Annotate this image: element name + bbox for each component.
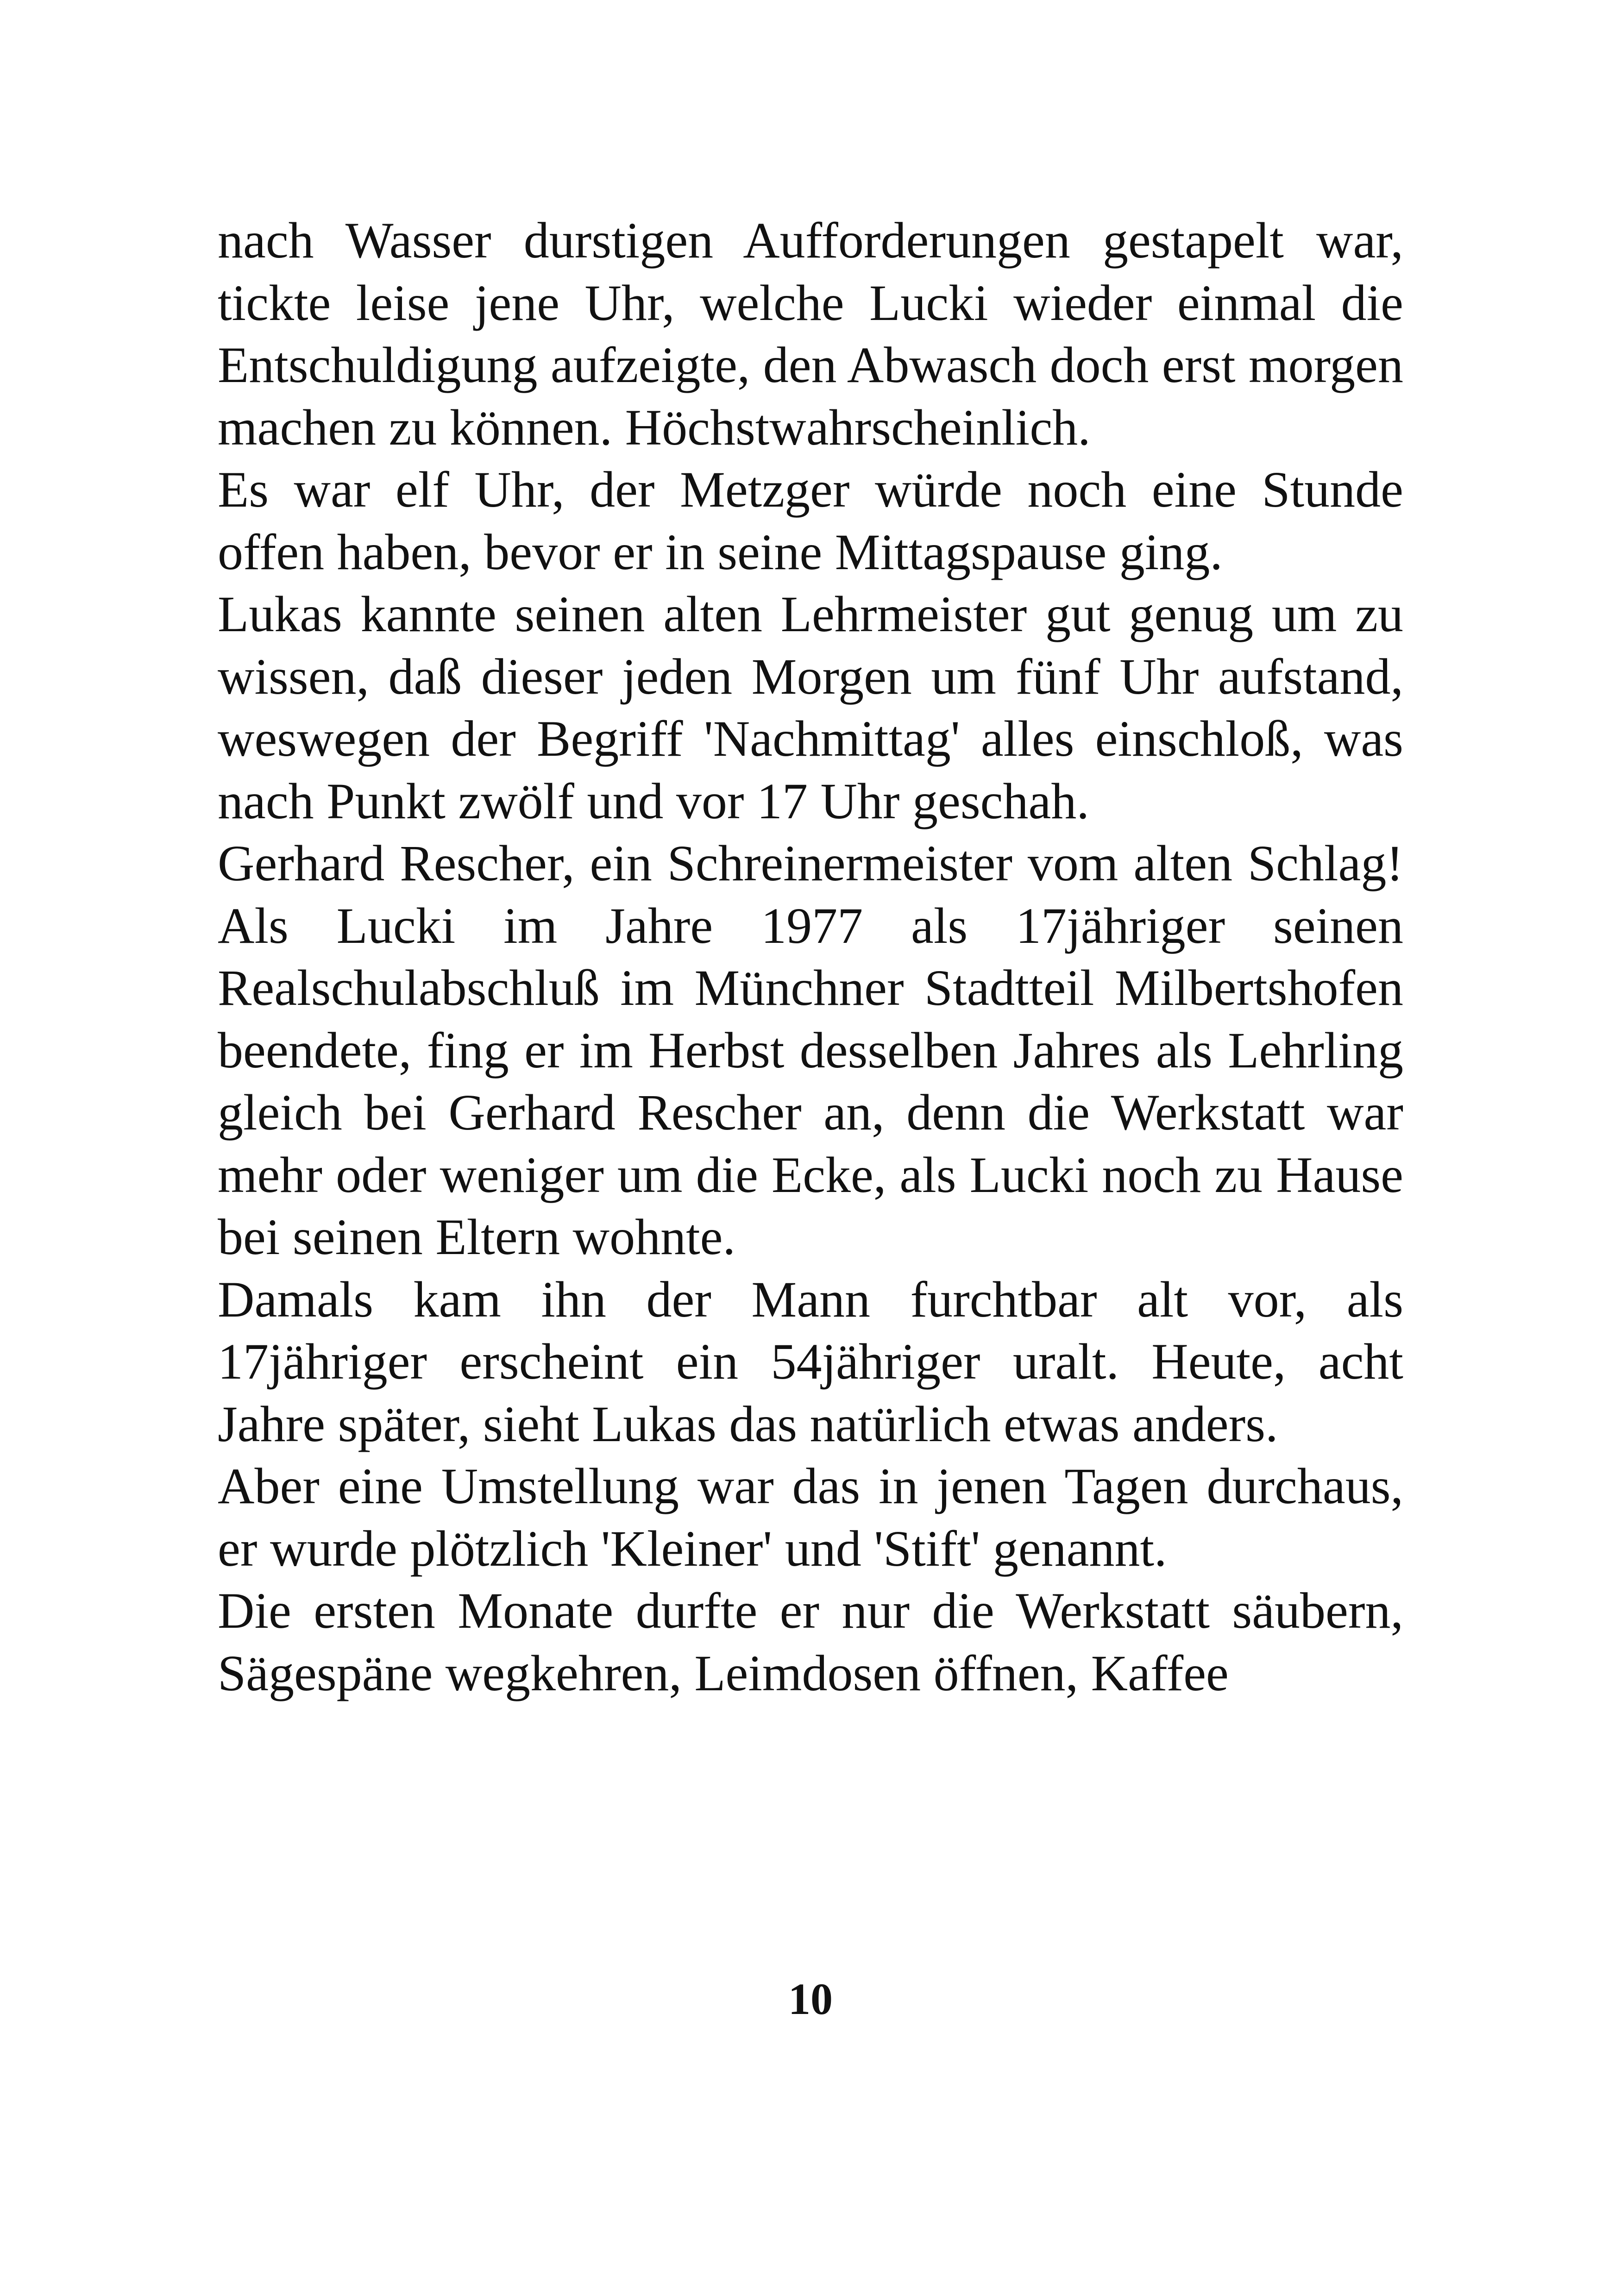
paragraph-4: Gerhard Rescher, ein Schreinermeister vom alten Schlag! Als Lucki im Jahre 1977 als 17jähriger seinen Realschulabschluß im Münchner Stadtteil Milbertshofen beendete, fing er im Herbst desselben Jahres als Lehrling gleich bei Gerhard Rescher an, denn die Werkstatt war mehr oder weniger um die Ecke, als Lucki noch zu Hause bei seinen Eltern wohnte.: [218, 835, 1403, 1265]
paragraph-7: Die ersten Monate durfte er nur die Werkstatt säubern, Sägespäne wegkehren, Leimdosen öffnen, Kaffee: [218, 1582, 1403, 1701]
page-number: 10: [788, 1974, 833, 2024]
paragraph-1: nach Wasser durstigen Aufforderungen gestapelt war, tickte leise jene Uhr, welche Lucki wieder einmal die Entschuldigung aufzeigte, den Abwasch doch erst morgen machen zu können. Höchstwahrscheinlich.: [218, 212, 1403, 456]
paragraph-2: Es war elf Uhr, der Metzger würde noch eine Stunde offen haben, bevor er in seine Mittagspause ging.: [218, 461, 1403, 580]
paragraph-3: Lukas kannte seinen alten Lehrmeister gut genug um zu wissen, daß dieser jeden Morgen um fünf Uhr aufstand, weswegen der Begriff 'Nachmittag' alles einschloß, was nach Punkt zwölf und vor 17 Uhr geschah.: [218, 586, 1403, 829]
paragraph-6: Aber eine Umstellung war das in jenen Tagen durchaus, er wurde plötzlich 'Kleiner' und 'Stift' genannt.: [218, 1458, 1403, 1577]
body-text: [218, 209, 1403, 1704]
paragraph-5: Damals kam ihn der Mann furchtbar alt vor, als 17jähriger erscheint ein 54jähriger uralt. Heute, acht Jahre später, sieht Lukas das natürlich etwas anders.: [218, 1271, 1403, 1452]
